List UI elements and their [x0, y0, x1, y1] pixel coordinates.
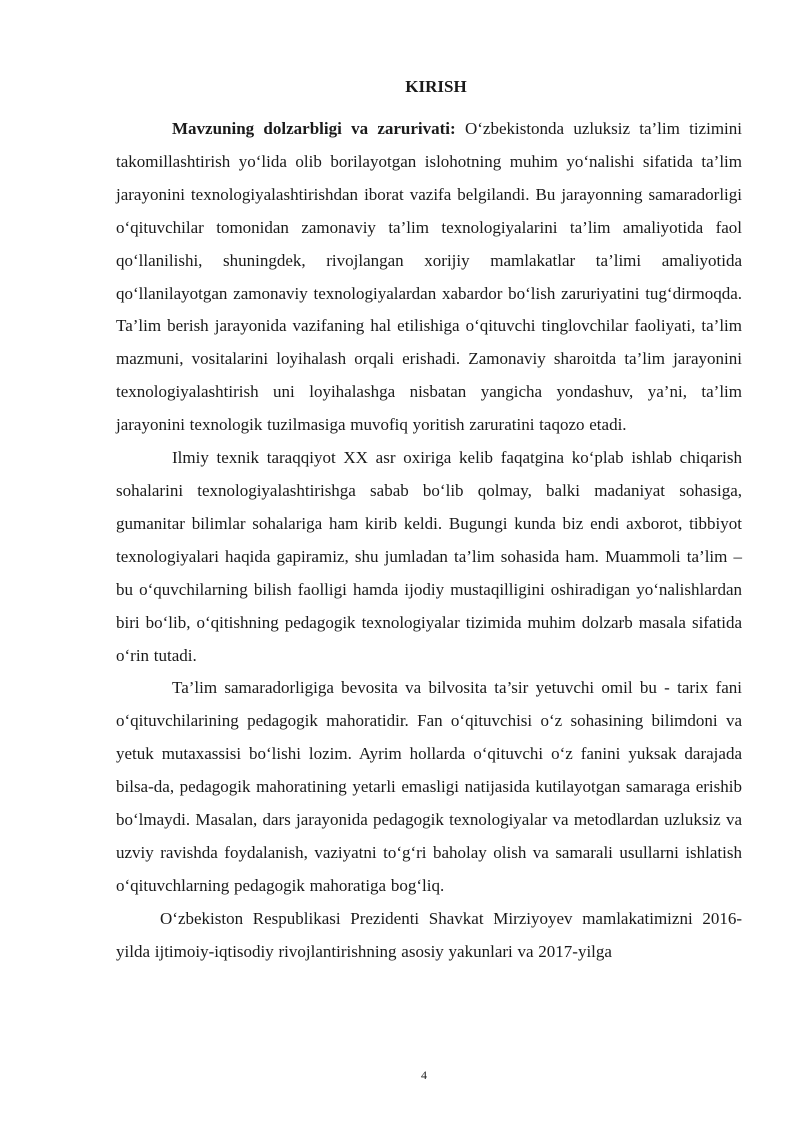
paragraph-lead: Mavzuning dolzarbligi va zarurivati: — [172, 119, 456, 138]
section-heading: KIRISH — [405, 77, 467, 96]
paragraph-relevance — [116, 113, 742, 442]
paragraph-president: O‘zbekiston Respublikasi Prezidenti Shavkat Mirziyoyev mamlakatimizni 2016-yilda ijtimoiy-iqtisodiy rivojlantirishning asosiy yakunlari va 2017-yilga — [116, 908, 742, 961]
document-page — [116, 72, 742, 969]
paragraph-progress: Ilmiy texnik taraqqiyot XX asr oxiriga kelib faqatgina ko‘plab ishlab chiqarish sohalarini texnologiyalashtirishga sabab bo‘lib qolmay, balki madaniyat sohasiga, gumanitar bilimlar sohalariga ham kirib keldi. Bugungi kunda biz endi axborot, tibbiyot texnologiyalari haqida gapiramiz, shu jumladan ta’lim sohasida ham. Muammoli ta’lim – bu o‘quvchilarning bilish faolligi hamda ijodiy mustaqilligini oshiradigan yo‘nalishlardan biri bo‘lib, o‘qitishning pedagogik texnologiyalar tizimida muhim dolzarb masala sifatida o‘rin tutadi. — [116, 448, 742, 665]
paragraph-effectiveness: Ta’lim samaradorligiga bevosita va bilvosita ta’sir yetuvchi omil bu - tarix fani o‘qituvchilarining pedagogik mahoratidir. Fan o‘qituvchisi o‘z sohasining bilimdoni va yetuk mutaxassisi bo‘lishi lozim. Ayrim hollarda o‘qituvchi o‘z fanini yuksak darajada bilsa-da, pedagogik mahoratining yetarli emasligi natijasida kutilayotgan samaraga erishib bo‘lmaydi. Masalan, dars jarayonida pedagogik texnologiyalar va metodlardan uzluksiz va uzviy ravishda foydalanish, vaziyatni to‘g‘ri baholay olish va samarali usullarni ishlatish o‘qituvchlarning pedagogik mahoratiga bog‘liq. — [116, 678, 742, 895]
page-number: 4 — [421, 1068, 427, 1082]
paragraph-text: O‘zbekistonda uzluksiz ta’lim tizimini takomillashtirish yo‘lida olib borilayotgan islohotning muhim yo‘nalishi sifatida ta’lim jarayonini texnologiyalashtirishdan iborat vazifa belgilandi. Bu jarayonning samaradorligi o‘qituvchilar tomonidan zamonaviy ta’lim texnologiyalarini ta’lim amaliyotida faol qo‘llanilishi, shuningdek, rivojlangan xorijiy mamlakatlar ta’limi amaliyotida qo‘llanilayotgan zamonaviy texnologiyalardan xabardor bo‘lish zaruriyatini tug‘dirmoqda. Ta’lim berish jarayonida vazifaning hal etilishiga o‘qituvchi tinglovchilar faoliyati, ta’lim mazmuni, vositalarini loyihalash orqali erishadi. Zamonaviy sharoitda ta’lim jarayonini texnologiyalashtirish uni loyihalashga nisbatan yangicha yondashuv, ya’ni, ta’lim jarayonini texnologik tuzilmasiga muvofiq yoritish zaruratini taqozo etadi. — [116, 119, 742, 435]
